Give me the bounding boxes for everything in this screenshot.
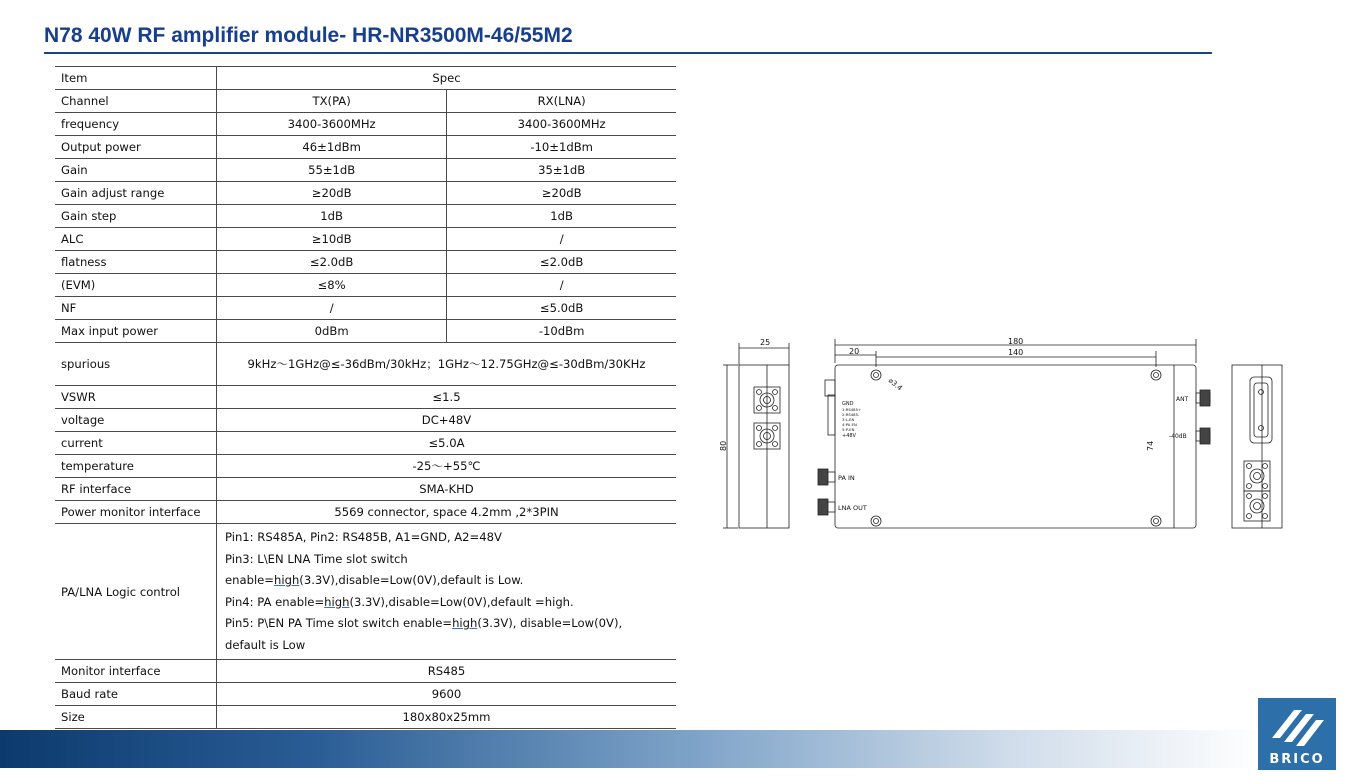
rx-value: -10dBm bbox=[447, 320, 676, 343]
logic-pin5-a: Pin5: P\EN PA Time slot switch enable= bbox=[225, 616, 453, 630]
param-name: Monitor interface bbox=[55, 660, 217, 683]
tx-value: ≤2.0dB bbox=[217, 251, 447, 274]
table-row bbox=[55, 706, 676, 729]
param-value: ≤1.5 bbox=[217, 386, 677, 409]
logic-pin4-b: high bbox=[324, 594, 350, 609]
table-row bbox=[55, 113, 676, 136]
ant-label: ANT bbox=[1176, 396, 1189, 403]
param-name: current bbox=[55, 432, 217, 455]
table-row bbox=[55, 136, 676, 159]
rx-value: ≤5.0dB bbox=[447, 297, 676, 320]
pin-48v: +48V bbox=[842, 433, 856, 439]
param-name: Output power bbox=[55, 136, 217, 159]
param-value: SMA-KHD bbox=[217, 478, 677, 501]
param-name: Max input power bbox=[55, 320, 217, 343]
logo-mark-icon bbox=[1258, 698, 1336, 750]
mechanical-drawing bbox=[718, 335, 1290, 535]
table-row bbox=[55, 455, 676, 478]
param-value: -25～+55℃ bbox=[217, 455, 677, 478]
logic-control-value bbox=[217, 524, 677, 660]
brico-logo bbox=[1258, 698, 1336, 770]
rx-value: RX(LNA) bbox=[447, 90, 676, 113]
rx-value: / bbox=[447, 274, 676, 297]
table-row bbox=[55, 228, 676, 251]
table-row bbox=[55, 386, 676, 409]
rx-value: / bbox=[447, 228, 676, 251]
dim-74: 74 bbox=[1146, 440, 1155, 451]
logic-pin4-c: (3.3V),disable=Low(0V),default =high. bbox=[349, 594, 574, 609]
table-row bbox=[55, 274, 676, 297]
spec-table bbox=[55, 66, 676, 729]
spurious-value: 9kHz～1GHz@≤-36dBm/30kHz；1GHz～12.75GHz@≤-30dBm/30KHz bbox=[217, 343, 677, 386]
table-row bbox=[55, 501, 676, 524]
table-row bbox=[55, 251, 676, 274]
tx-value: ≥10dB bbox=[217, 228, 447, 251]
pin-1: 1:RS485+ bbox=[842, 407, 862, 412]
logic-line-4 bbox=[225, 613, 666, 656]
param-name: Size bbox=[55, 706, 217, 729]
dim-140: 140 bbox=[1008, 348, 1024, 357]
param-name: VSWR bbox=[55, 386, 217, 409]
tx-value: / bbox=[217, 297, 447, 320]
table-row bbox=[55, 409, 676, 432]
table-row bbox=[55, 159, 676, 182]
table-row bbox=[55, 478, 676, 501]
lna-out-label: LNA OUT bbox=[838, 504, 867, 512]
logic-pin3-b: high bbox=[274, 573, 300, 587]
tx-value: 0dBm bbox=[217, 320, 447, 343]
param-name: Power monitor interface bbox=[55, 501, 217, 524]
rx-value: ≤2.0dB bbox=[447, 251, 676, 274]
param-name: PA/LNA Logic control bbox=[55, 524, 217, 660]
param-value: 180x80x25mm bbox=[217, 706, 677, 729]
logic-line-3 bbox=[225, 592, 666, 614]
param-name: Gain step bbox=[55, 205, 217, 228]
pin-5: 5:P-EN bbox=[842, 427, 855, 432]
table-row bbox=[55, 182, 676, 205]
param-name: Baud rate bbox=[55, 683, 217, 706]
pin-2: 2:RS485- bbox=[842, 412, 860, 417]
logo-text: BRICO bbox=[1269, 752, 1325, 767]
logic-pin1: Pin1: RS485A, Pin2: RS485B, A1=GND, A2=48V bbox=[225, 530, 502, 544]
pa-in-label: PA IN bbox=[838, 474, 855, 482]
param-name: RF interface bbox=[55, 478, 217, 501]
rx-value: 3400-3600MHz bbox=[447, 113, 676, 136]
param-name: Channel bbox=[55, 90, 217, 113]
logic-pin5-c: (3.3V), disable=Low(0V), default is Low bbox=[225, 616, 623, 652]
rx-value: -10±1dBm bbox=[447, 136, 676, 159]
table-header-row bbox=[55, 67, 676, 90]
side-view bbox=[719, 338, 789, 528]
param-value: 9600 bbox=[217, 683, 677, 706]
end-view bbox=[1232, 365, 1282, 528]
param-name: flatness bbox=[55, 251, 217, 274]
logic-line-1 bbox=[225, 527, 666, 549]
pin-gnd: GND bbox=[842, 401, 854, 407]
tx-value: 1dB bbox=[217, 205, 447, 228]
param-name: spurious bbox=[55, 343, 217, 386]
att-label: -40dB bbox=[1169, 433, 1187, 440]
logic-pin4-a: Pin4: PA enable= bbox=[225, 594, 325, 609]
tx-value: 46±1dBm bbox=[217, 136, 447, 159]
table-row bbox=[55, 660, 676, 683]
table-row bbox=[55, 205, 676, 228]
param-value: ≤5.0A bbox=[217, 432, 677, 455]
rx-value: 1dB bbox=[447, 205, 676, 228]
dim-25: 25 bbox=[760, 338, 771, 347]
header-item: Item bbox=[55, 67, 217, 90]
pin-4: 4:PA EN bbox=[842, 422, 857, 427]
rx-value: ≥20dB bbox=[447, 182, 676, 205]
param-name: voltage bbox=[55, 409, 217, 432]
table-row bbox=[55, 320, 676, 343]
table-row bbox=[55, 297, 676, 320]
logic-pin5-b: high bbox=[452, 616, 478, 630]
table-row bbox=[55, 90, 676, 113]
param-name: NF bbox=[55, 297, 217, 320]
logic-line-2 bbox=[225, 549, 666, 592]
pin-3: 3:L-EN bbox=[842, 417, 855, 422]
table-row bbox=[55, 432, 676, 455]
param-name: Gain adjust range bbox=[55, 182, 217, 205]
param-name: ALC bbox=[55, 228, 217, 251]
param-value: RS485 bbox=[217, 660, 677, 683]
footer-gradient-bar bbox=[0, 730, 1260, 768]
table-row-logic-control bbox=[55, 524, 676, 660]
logic-pin3-c: (3.3V),disable=Low(0V),default is Low. bbox=[299, 573, 524, 587]
tx-value: 3400-3600MHz bbox=[217, 113, 447, 136]
dim-80: 80 bbox=[719, 440, 728, 451]
rx-value: 35±1dB bbox=[447, 159, 676, 182]
header-spec: Spec bbox=[217, 67, 677, 90]
tx-value: ≥20dB bbox=[217, 182, 447, 205]
param-value: DC+48V bbox=[217, 409, 677, 432]
param-value: 5569 connector, space 4.2mm ,2*3PIN bbox=[217, 501, 677, 524]
logic-pin3-a: Pin3: L\EN LNA Time slot switch enable= bbox=[225, 551, 408, 587]
dim-180: 180 bbox=[1008, 337, 1024, 346]
tx-value: TX(PA) bbox=[217, 90, 447, 113]
table-row bbox=[55, 683, 676, 706]
param-name: frequency bbox=[55, 113, 217, 136]
table-row-spurious bbox=[55, 343, 676, 386]
param-name: Gain bbox=[55, 159, 217, 182]
page-title: N78 40W RF amplifier module- HR-NR3500M-46/55M2 bbox=[44, 24, 573, 47]
hole-label: ⌀3.4 bbox=[886, 376, 904, 393]
dim-20: 20 bbox=[849, 347, 860, 356]
param-name: temperature bbox=[55, 455, 217, 478]
tx-value: ≤8% bbox=[217, 274, 447, 297]
title-divider bbox=[44, 52, 1212, 54]
tx-value: 55±1dB bbox=[217, 159, 447, 182]
param-name: (EVM) bbox=[55, 274, 217, 297]
top-view bbox=[818, 337, 1210, 528]
